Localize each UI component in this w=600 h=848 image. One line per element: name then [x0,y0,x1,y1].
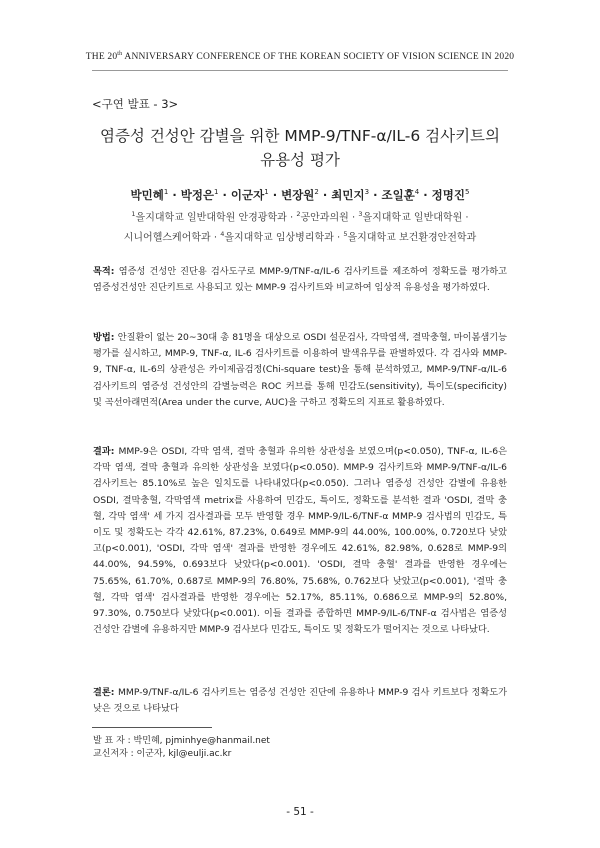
author-name: 변장원 [281,188,315,202]
author-name: 이군자 [230,188,265,202]
abstract-conclusion [93,685,507,717]
author-separator: · [419,188,432,202]
author-separator: · [268,188,282,202]
author-list [70,187,530,203]
method-label: 방법: [93,332,118,343]
author-affil-sup: 2 [314,188,319,197]
section-tag: <구연 발표 - 3> [92,97,179,111]
footnote-divider [92,727,212,728]
author-name: 조일훈 [381,188,415,202]
title-line-1: 염증성 건성안 감별을 위한 MMP-9/TNF-α/IL-6 검사키트의 [99,127,501,145]
affiliation-line-1 [70,206,530,226]
author-separator: · [218,188,231,202]
author-separator: · [318,188,332,202]
affiliation-line-2 [70,226,530,246]
affiliation-text: 을지대학교 임상병리학과 · [224,232,344,244]
conclusion-label: 결론: [93,687,118,698]
author-affil-sup: 4 [414,188,420,197]
conference-prefix: THE 20 [85,52,118,63]
affiliation-text: 을지대학교 일반대학원 · [362,212,469,224]
conference-ordinal-sup: th [117,51,123,57]
affiliation-text: 시니어헬스케어학과 · [123,232,221,244]
result-text: MMP-9은 OSDI, 각막 염색, 결막 충혈과 유의한 상관성을 보였으며(p<0.050), TNF-α, IL-6은 각막 염색, 결막 충혈과 유의한 상관성을 보였다(p<0.050). MMP-9 검사키트와 MMP-9/TNF-α/IL-6 검사키트는 85.10%로 높은 일치도를 나타내었다(p<0.050). 그러나 염증성 건성안 감별에 유용한 OSDI, 결막충혈, 각막염색 metrix를 사용하여 민감도, 특이도, 정확도를 분석한 결과 'OSDI, 결막 충혈, 각막 염색' 세 가지 검사결과를 모두 반영할 경우 MMP-9/IL-6/TNF-α MMP-9 검사법의 민감도, 특이도 및 정확도는 각각 42.61%, 87.23%, 0.649로 MMP-9의 44.00%, 100.00%, 0.720보다 낮았고(p<0.001), 'OSDI, 각막 염색' 결과를 반영한 경우에도 42.61%, 82.98%, 0.628로 MMP-9의 44.00%, 94.59%, 0.693보다 낮았다(p<0.001). 'OSDI, 결막 충혈' 결과를 반영한 경우에는 75.65%, 61.70%, 0.687로 MMP-9의 76.80%, 75.68%, 0.762보다 낮았고(p<0.001), '결막 충혈, 각막 염색' 검사결과를 반영한 경우에는 52.17%, 85.11%, 0.686으로 MMP-9의 52.80%, 97.30%, 0.750보다 낮았다(p<0.001). 이들 결과를 종합하면 MMP-9/IL-6/TNF-α 검사법은 염증성 건성안 감별에 유용하지만 MMP-9 검사보다 민감도, 특이도 및 정확도가 떨어지는 것으로 나타났다. [93,446,507,636]
affil-sup: 3 [358,210,363,218]
affiliation-text: 공안과의원 · [300,212,359,224]
author-separator: · [369,188,382,202]
affiliation-text: 을지대학교 일반대학원 안경광학과 · [135,212,297,224]
conference-header [40,51,560,62]
purpose-text: 염증성 건성안 진단용 검사도구로 MMP-9/TNF-α/IL-6 검사키트를 제조하여 정확도를 평가하고 염증성건성안 진단키트로 사용되고 있는 MMP-9 검사키트와 비교하여 임상적 유용성을 평가하였다. [93,266,507,294]
author-affil-sup: 1 [264,188,269,197]
header-divider [92,70,508,71]
author-affil-sup: 1 [163,188,169,197]
author-name: 정명진 [431,188,465,202]
footnote-corresponding: 교신저자 : 이군자, kjl@eulji.ac.kr [93,749,232,759]
affil-sup: 5 [343,230,348,239]
affil-sup: 2 [296,210,301,218]
abstract-purpose [93,264,507,296]
method-text: 안질환이 없는 20~30대 총 81명을 대상으로 OSDI 설문검사, 각막염색, 결막충혈, 마이봄샘기능 평가를 실시하고, MMP-9, TNF-α, IL-6 검사키트를 이용하여 발색유무를 판별하였다. 각 검사와 MMP-9, TNF-α, IL-6의 상관성은 카이제곱검정(Chi-square test)을 통해 분석하였고, MMP-9/TNF-α/IL-6 검사키트의 염증성 건성안의 감별능력은 ROC 커브를 통해 민감도(sensitivity), 특이도(specificity) 및 곡선아래면적(Area under the curve, AUC)을 구하고 정확도의 지표로 활용하였다. [93,332,508,408]
author-name: 최민지 [331,188,365,202]
result-label: 결과: [93,446,119,457]
author-affil-sup: 5 [464,188,470,197]
footnote-presenter: 발 표 자 : 박민혜, pjminhye@hanmail.net [93,736,270,746]
paper-title [70,124,530,172]
author-separator: · [168,188,181,202]
affiliations [70,206,530,247]
conclusion-text: MMP-9/TNF-α/IL-6 검사키트는 염증성 건성안 진단에 유용하나 MMP-9 검사 키트보다 정확도가 낮은 것으로 나타났다 [93,687,507,715]
abstract-method [93,330,507,411]
purpose-label: 목적: [93,266,119,277]
affil-sup: 4 [220,230,225,239]
author-affil-sup: 1 [214,188,219,197]
title-line-2: 유용성 평가 [260,151,340,169]
author-name: 박정은 [180,188,215,202]
conference-suffix: ANNIVERSARY CONFERENCE OF THE KOREAN SOCIETY OF VISION SCIENCE IN 2020 [122,52,515,63]
abstract-result [93,444,507,638]
author-affil-sup: 3 [364,188,370,197]
author-name: 박민혜 [130,188,164,202]
affiliation-text: 을지대학교 보건환경안전학과 [347,232,477,244]
affil-sup: 1 [131,210,136,218]
page-number: - 51 - [286,806,314,818]
